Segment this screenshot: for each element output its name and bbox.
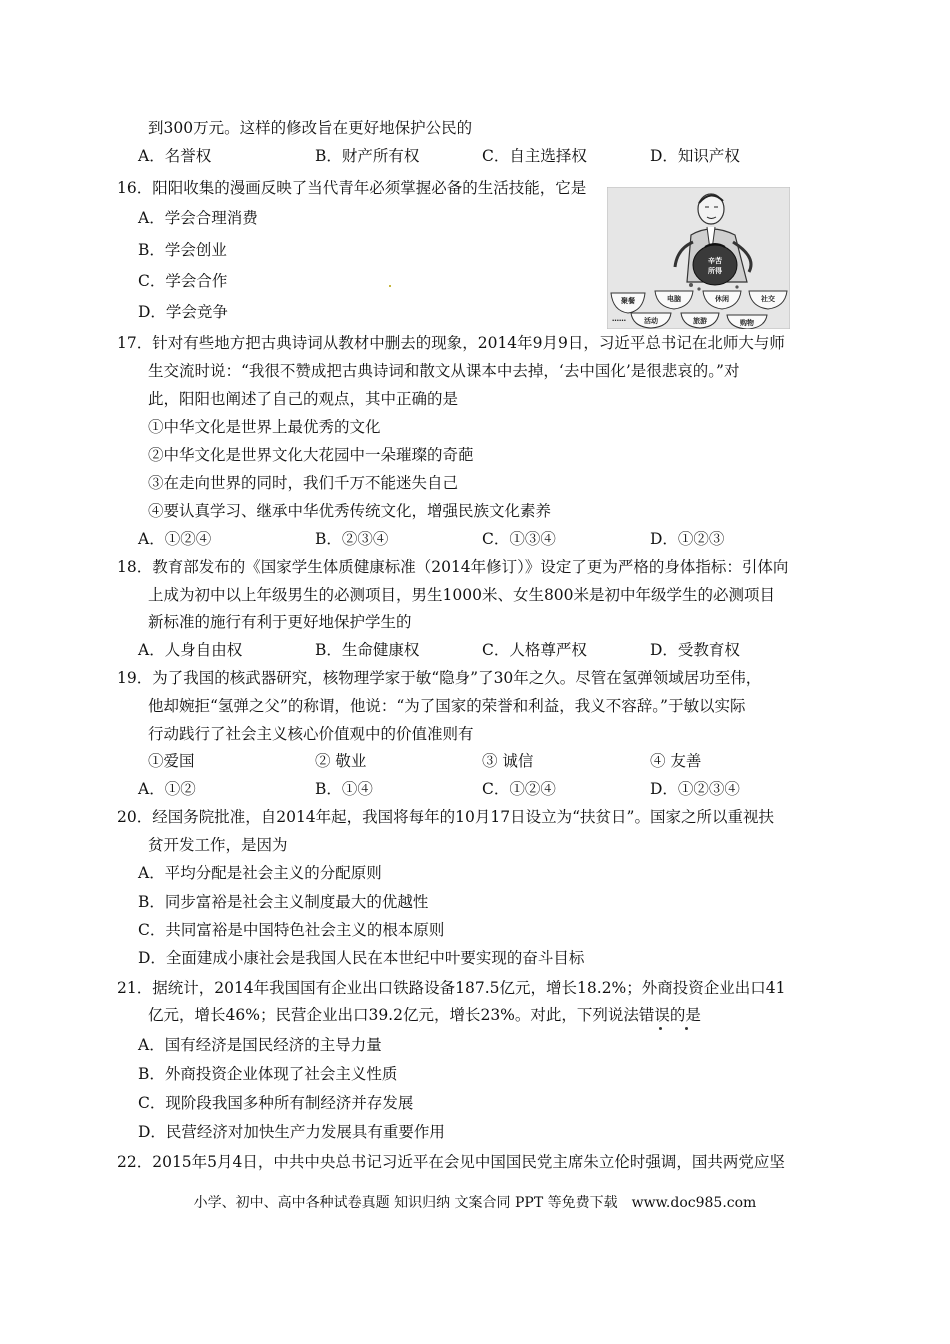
q21-stem-line2: 亿元，增长46%；民营企业出口39.2亿元，增长23%。对此，下列说法错误的是 <box>148 1006 701 1024</box>
page-footer: 小学、初中、高中各种试卷真题 知识归纳 文案合同 PPT 等免费下载 www.doc985.com <box>193 1195 757 1211</box>
cartoon-image <box>607 187 790 329</box>
q17-option-a: A．①②④ <box>138 530 212 548</box>
q17-option-b: B．②③④ <box>315 530 389 548</box>
q17-option-c: C．①③④ <box>482 530 556 548</box>
bag-label-line2: 所得 <box>708 267 722 275</box>
q19-option-c: C．①②④ <box>482 780 556 798</box>
stray-dot <box>389 285 391 287</box>
q19-item-4: ④ 友善 <box>650 752 702 770</box>
q17-stem-line1: 17．针对有些地方把古典诗词从教材中删去的现象，2014年9月9日，习近平总书记在北师大与师 <box>117 334 785 352</box>
bowl-label-4: 社交 <box>761 295 775 303</box>
bowl-label-6: 旅游 <box>693 317 707 325</box>
bag-label-line1: 辛苦 <box>708 257 722 265</box>
q19-stem-line2: 他却婉拒“氢弹之父”的称谓，他说：“为了国家的荣誉和利益，我义不容辞。”于敏以实际 <box>148 697 746 715</box>
q18-option-d: D．受教育权 <box>650 641 740 659</box>
q15-option-c: C．自主选择权 <box>482 147 587 165</box>
q17-item-4: ④要认真学习、继承中华优秀传统文化，增强民族文化素养 <box>148 502 552 520</box>
q17-stem-line3: 此，阳阳也阐述了自己的观点，其中正确的是 <box>148 390 459 408</box>
q20-option-b: B．同步富裕是社会主义制度最大的优越性 <box>138 893 429 911</box>
q15-option-d: D．知识产权 <box>650 147 740 165</box>
q16-stem: 16．阳阳收集的漫画反映了当代青年必须掌握必备的生活技能，它是 <box>117 179 587 197</box>
q20-option-c: C．共同富裕是中国特色社会主义的根本原则 <box>138 921 445 939</box>
q19-option-d: D．①②③④ <box>650 780 740 798</box>
bowl-label-8: …… <box>612 315 626 323</box>
bowl-label-5: 活动 <box>644 317 658 325</box>
q15-option-a: A．名誉权 <box>138 147 212 165</box>
bowl-label-3: 休闲 <box>715 295 729 303</box>
emphasis-dot <box>659 1027 662 1030</box>
q16-option-c: C．学会合作 <box>138 272 228 290</box>
emphasis-dot <box>685 1027 688 1030</box>
q15-continuation: 到300万元。这样的修改旨在更好地保护公民的 <box>148 119 473 137</box>
q17-item-1: ①中华文化是世界上最优秀的文化 <box>148 418 381 436</box>
q16-option-b: B．学会创业 <box>138 241 227 259</box>
q18-option-b: B．生命健康权 <box>315 641 420 659</box>
q20-option-a: A．平均分配是社会主义的分配原则 <box>138 864 382 882</box>
q16-option-a: A．学会合理消费 <box>138 209 258 227</box>
q20-stem-line1: 20．经国务院批准，自2014年起，我国将每年的10月17日设立为“扶贫日”。国家之所以重视扶 <box>117 808 774 826</box>
q15-option-b: B．财产所有权 <box>315 147 420 165</box>
q21-option-d: D．民营经济对加快生产力发展具有重要作用 <box>138 1123 445 1141</box>
q21-option-c: C．现阶段我国多种所有制经济并存发展 <box>138 1094 414 1112</box>
q18-option-c: C．人格尊严权 <box>482 641 587 659</box>
q19-option-b: B．①④ <box>315 780 373 798</box>
q18-option-a: A．人身自由权 <box>138 641 243 659</box>
q19-item-1: ①爱国 <box>148 752 195 770</box>
bowl-label-1: 聚餐 <box>621 297 635 305</box>
bowl-label-2: 电脑 <box>667 295 681 303</box>
q21-option-a: A．国有经济是国民经济的主导力量 <box>138 1036 382 1054</box>
q20-stem-line2: 贫开发工作，是因为 <box>148 836 288 854</box>
q19-option-a: A．①② <box>138 780 196 798</box>
q17-item-3: ③在走向世界的同时，我们千万不能迷失自己 <box>148 474 459 492</box>
q19-item-2: ② 敬业 <box>315 752 367 770</box>
q17-item-2: ②中华文化是世界文化大花园中一朵璀璨的奇葩 <box>148 446 474 464</box>
q21-stem-line1: 21．据统计，2014年我国国有企业出口铁路设备187.5亿元，增长18.2%；外商投资企业出口41 <box>117 979 786 997</box>
q19-stem-line3: 行动践行了社会主义核心价值观中的价值准则有 <box>148 725 474 743</box>
q18-stem-line2: 上成为初中以上年级男生的必测项目，男生1000米、女生800米是初中年级学生的必测项目 <box>148 586 776 604</box>
q19-stem-line1: 19．为了我国的核武器研究，核物理学家于敏“隐身”了30年之久。尽管在氢弹领域居功至伟， <box>117 669 762 687</box>
q19-item-3: ③ 诚信 <box>482 752 534 770</box>
bowl-label-7: 购物 <box>740 319 754 327</box>
q21-option-b: B．外商投资企业体现了社会主义性质 <box>138 1065 398 1083</box>
q20-option-d: D．全面建成小康社会是我国人民在本世纪中叶要实现的奋斗目标 <box>138 949 585 967</box>
q18-stem-line1: 18．教育部发布的《国家学生体质健康标准（2014年修订）》设定了更为严格的身体指标：引体向 <box>117 558 789 576</box>
q18-stem-line3: 新标准的施行有利于更好地保护学生的 <box>148 613 412 631</box>
q17-stem-line2: 生交流时说：“我很不赞成把古典诗词和散文从课本中去掉，‘去中国化’是很悲哀的。”对 <box>148 362 740 380</box>
q22-stem-line1: 22．2015年5月4日，中共中央总书记习近平在会见中国国民党主席朱立伦时强调，国共两党应坚 <box>117 1153 785 1171</box>
q16-option-d: D．学会竞争 <box>138 303 228 321</box>
q17-option-d: D．①②③ <box>650 530 725 548</box>
